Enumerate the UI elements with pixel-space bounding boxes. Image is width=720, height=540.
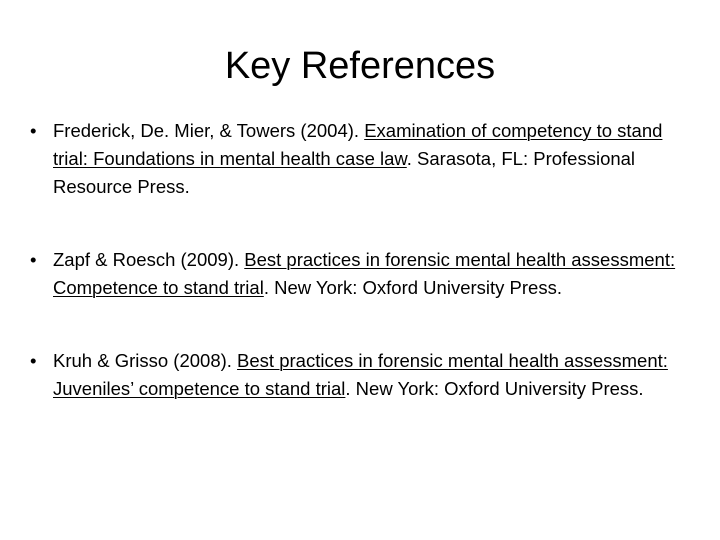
reference-item [30,117,702,201]
slide-title: Key References [224,45,496,87]
reference-publisher: . Sarasota, FL: Professional Resource Press. [53,148,636,197]
reference-title: Examination of competency to stand trial: Foundations in mental health case law [53,120,663,169]
reference-item [30,246,702,302]
reference-authors: Zapf & Roesch (2009). [53,249,245,270]
reference-title: Best practices in forensic mental health assessment: Competence to stand trial [53,249,676,298]
reference-publisher: . New York: Oxford University Press. [345,378,644,399]
reference-item [30,347,702,403]
bullet-icon: • [30,249,37,270]
reference-authors: Kruh & Grisso (2008). [53,350,238,371]
reference-publisher: . New York: Oxford University Press. [263,277,562,298]
bullet-icon: • [30,120,37,141]
reference-title: Best practices in forensic mental health assessment: Juveniles’ competence to stand trial [53,350,668,399]
reference-authors: Frederick, De. Mier, & Towers (2004). [53,120,365,141]
bullet-icon: • [30,350,37,371]
reference-list [30,117,702,448]
